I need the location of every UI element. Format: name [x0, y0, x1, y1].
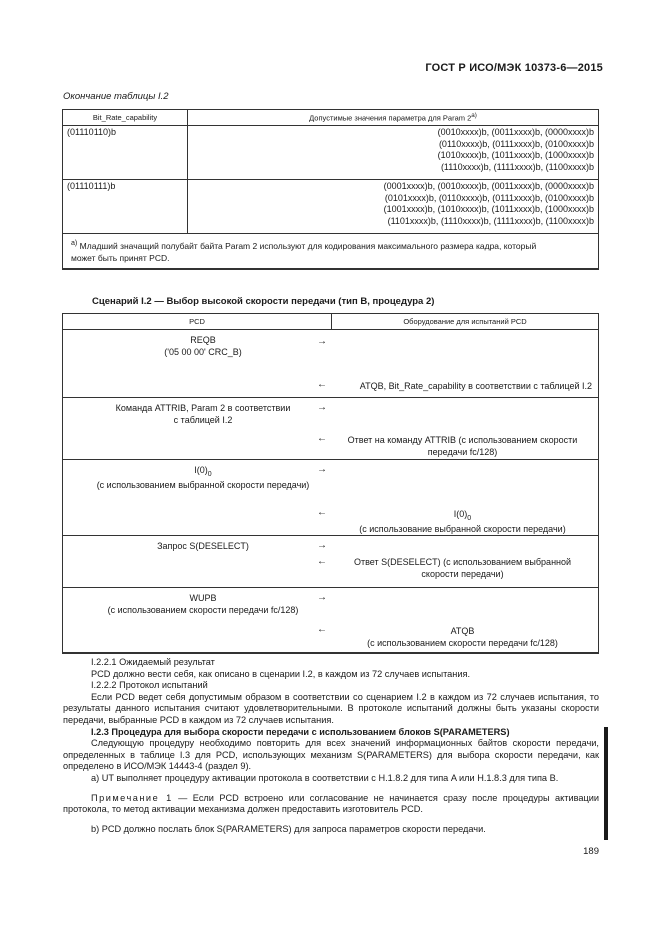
bit-rate-code: (01110111)b — [63, 180, 188, 234]
change-bar — [604, 727, 608, 840]
table-header-row — [63, 110, 599, 126]
frame-label: I(0) — [194, 465, 208, 475]
table-footnote-row — [63, 234, 599, 269]
body-text — [63, 657, 599, 835]
scenario-step-row — [63, 398, 599, 460]
equipment-response — [335, 626, 590, 649]
note-text: — Если PCD встроено или согласование не начинается сразу после процедуры активации протокола, то метод активации механизма должен предоставить изготовитель PCD. — [63, 792, 599, 815]
pcd-command-line: Команда ATTRIB, Param 2 в соответствии — [115, 403, 291, 413]
list-item: b) PCD должно послать блок S(PARAMETERS) для запроса параметров скорости передачи. — [91, 823, 486, 834]
scenario-step-3 — [63, 460, 599, 536]
note — [63, 793, 599, 816]
pcd-command-line: (с использованием выбранной скорости передачи) — [96, 480, 310, 491]
column-header-equipment: Оборудование для испытаний PCD — [332, 314, 599, 330]
arrow-left-icon: ← — [317, 556, 327, 567]
value-line: (1010xxxx)b, (1011xxxx)b, (1000xxxx)b — [437, 150, 594, 160]
pcd-command-line: ('05 00 00' CRC_B) — [164, 346, 242, 357]
footnote-mark: a) — [71, 239, 78, 247]
page-number: 189 — [583, 846, 599, 857]
frame-label: I(0) — [453, 509, 468, 519]
value-line: (0001xxxx)b, (0010xxxx)b, (0011xxxx)b, (0000xxxx)b — [383, 181, 594, 191]
document-header: ГОСТ Р ИСО/МЭК 10373-6—2015 — [425, 62, 603, 74]
equipment-response — [335, 435, 590, 458]
equipment-response-line: (с использованием скорости передачи fc/128) — [367, 637, 558, 648]
table-footnote — [63, 234, 599, 269]
footnote-line-2: может быть принят PCD. — [71, 252, 170, 263]
scenario-step-row — [63, 460, 599, 536]
scenario-step-2 — [63, 398, 599, 460]
footnote-line-1 — [71, 237, 594, 252]
pcd-command — [63, 403, 343, 426]
arrow-left-icon: ← — [317, 507, 327, 518]
equipment-response-line: Ответ на команду ATTRIB (с использованием скорости — [347, 435, 578, 445]
pcd-command — [63, 593, 343, 616]
paragraph: Следующую процедуру необходимо повторить для всех значений информационных байтов скорости передачи, определенных в таблице I.3 для PCD, использующих механизм S(PARAMETERS) для выбора скорости передачи, как определено в ИСО/МЭК 14443-4 (раздел 9). — [63, 738, 599, 772]
table-continuation-caption: Окончание таблицы I.2 — [63, 91, 169, 102]
equipment-response-line: Ответ S(DESELECT) (с использованием выбранной — [353, 557, 572, 567]
arrow-left-icon: ← — [317, 624, 327, 635]
param2-values — [188, 180, 599, 234]
value-line: (0010xxxx)b, (0011xxxx)b, (0000xxxx)b — [437, 127, 594, 137]
scenario-table — [62, 313, 599, 654]
value-line: (1110xxxx)b, (1111xxxx)b, (1100xxxx)b — [440, 161, 594, 172]
column-header-param2-text: Допустимые значения параметра для Param 2 — [309, 113, 472, 123]
list-item: a) UT выполняет процедуру активации протокола в соответствии с H.1.8.2 для типа A или H.1.8.3 для типа B. — [91, 772, 559, 783]
footnote-ref: a) — [471, 112, 477, 120]
equipment-response-line: скорости передачи) — [421, 568, 504, 579]
note-lead: Примечание 1 — [91, 792, 173, 803]
bit-rate-code: (01110110)b — [63, 126, 188, 180]
column-header-param2 — [188, 110, 599, 126]
pcd-command — [63, 335, 343, 358]
equipment-response — [335, 509, 590, 536]
footnote-text-1: Младший значащий полубайт байта Param 2 используют для кодирования максимального размера кадра, который — [79, 240, 537, 251]
arrow-right-icon: → — [317, 336, 327, 347]
arrow-right-icon: → — [317, 592, 327, 603]
value-line: (1101xxxx)b, (1110xxxx)b, (1111xxxx)b, (1100xxxx)b — [387, 215, 594, 226]
value-line: (1001xxxx)b, (1010xxxx)b, (1011xxxx)b, (1000xxxx)b — [383, 204, 594, 214]
pcd-command-line: с таблицей I.2 — [173, 414, 233, 425]
scenario-step-row — [63, 588, 599, 654]
subsection-title: I.2.2.1 Ожидаемый результат — [91, 657, 215, 667]
pcd-command: Запрос S(DESELECT) — [157, 541, 249, 551]
frame-subscript: 0 — [207, 470, 212, 478]
paragraph: PCD должно вести себя, как описано в сценарии I.2, в каждом из 72 случаев испытания. — [91, 668, 471, 679]
arrow-left-icon: ← — [317, 433, 327, 444]
column-header-pcd: PCD — [63, 314, 332, 330]
bit-rate-table — [62, 109, 599, 270]
equipment-response-line: (с использование выбранной скорости передачи) — [359, 524, 566, 535]
section-heading: I.2.3 Процедура для выбора скорости передачи с использованием блоков S(PARAMETERS) — [91, 726, 510, 737]
pcd-command-line: REQB — [190, 335, 216, 345]
subsection-title: I.2.2.2 Протокол испытаний — [91, 680, 208, 691]
scenario-step-5 — [63, 588, 599, 654]
scenario-step-row — [63, 330, 599, 398]
pcd-command — [63, 465, 343, 492]
equipment-response — [335, 557, 590, 580]
column-header-bit-rate: Bit_Rate_capability — [63, 110, 188, 126]
frame-subscript: 0 — [467, 514, 472, 522]
scenario-step-4 — [63, 536, 599, 588]
paragraph: Если PCD ведет себя допустимым образом в соответствии со сценарием I.2 в каждом из 72 случаев испытания, то результаты данного испытания считают удовлетворительными. В протоколе испытаний должны быть указаны скорости передачи, выбранные PCD в каждом из 72 случаев испытания. — [63, 691, 599, 725]
value-line: (0110xxxx)b, (0111xxxx)b, (0100xxxx)b — [438, 138, 594, 149]
arrow-right-icon: → — [317, 464, 327, 475]
scenario-step-1 — [63, 330, 599, 398]
arrow-left-icon: ← — [317, 379, 327, 390]
table-row — [63, 126, 599, 180]
table-row — [63, 180, 599, 234]
scenario-header-row — [63, 314, 599, 330]
arrow-right-icon: → — [317, 540, 327, 551]
pcd-command-line: (с использованием скорости передачи fc/128) — [107, 604, 299, 615]
equipment-response-line — [335, 509, 590, 524]
equipment-response: ATQB, Bit_Rate_capability в соответствии с таблицей I.2 — [359, 381, 592, 391]
scenario-step-row — [63, 536, 599, 588]
pcd-command-line — [63, 465, 343, 480]
equipment-response-line: ATQB — [450, 626, 475, 636]
scenario-title: Сценарий I.2 — Выбор высокой скорости передачи (тип В, процедура 2) — [92, 296, 435, 307]
value-line: (0101xxxx)b, (0110xxxx)b, (0111xxxx)b, (0100xxxx)b — [384, 192, 594, 203]
pcd-command-line: WUPB — [189, 593, 217, 603]
arrow-right-icon: → — [317, 402, 327, 413]
param2-values — [188, 126, 599, 180]
equipment-response-line: передачи fc/128) — [427, 446, 498, 457]
